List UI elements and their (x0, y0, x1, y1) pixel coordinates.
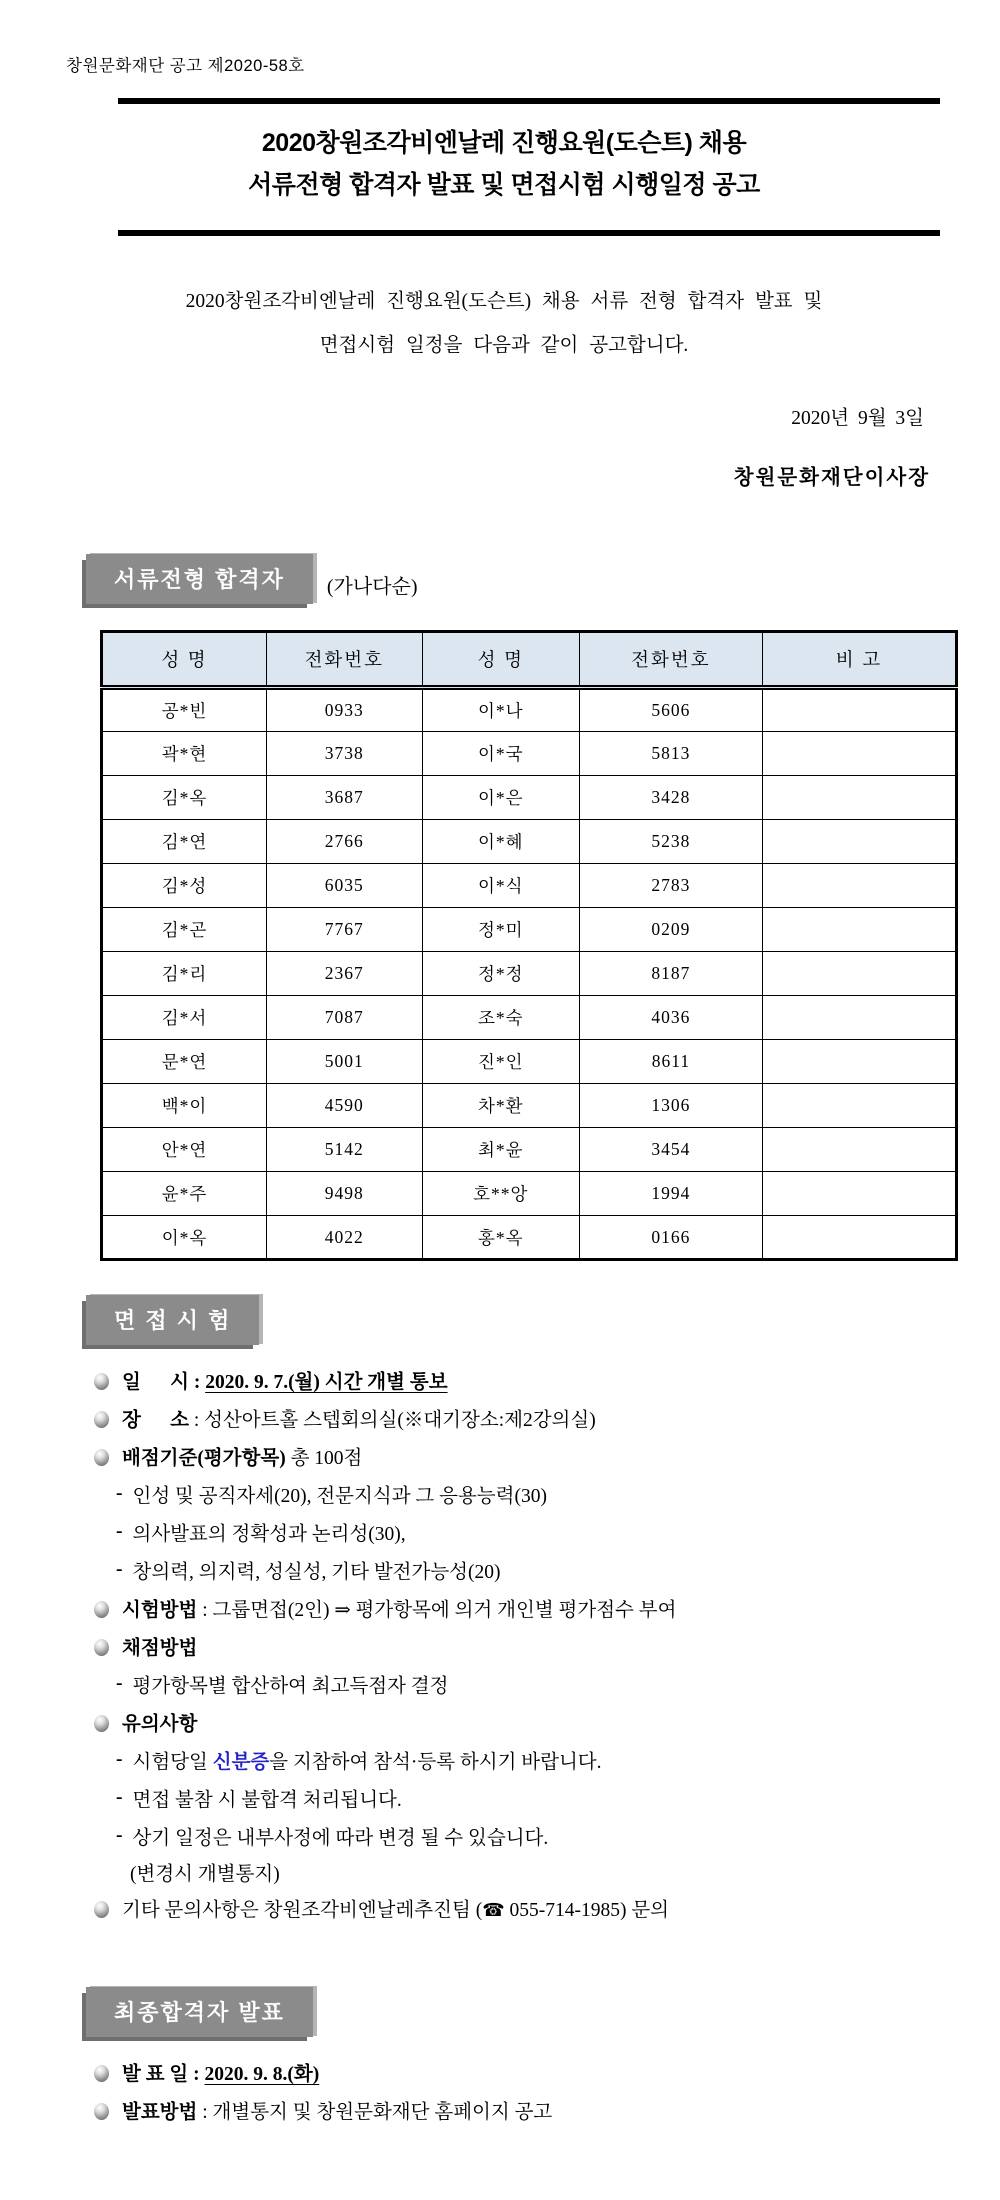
table-cell: 0166 (579, 1216, 762, 1260)
dash-bullet: - (116, 1749, 123, 1770)
table-cell (762, 1172, 956, 1216)
text-part: 장 소 (122, 1410, 189, 1431)
bullet-text (133, 1480, 547, 1508)
bullet-text (130, 1858, 280, 1886)
table-row (102, 1216, 957, 1260)
bullet-item (94, 1703, 942, 1741)
document-title (66, 122, 942, 206)
text-part: : 그룹면접(2인) ⇒ 평가항목에 의거 개인별 평가점수 부여 (197, 1600, 677, 1621)
table-cell: 3738 (267, 732, 423, 776)
bullet-text (122, 1708, 197, 1736)
sub-item (94, 1665, 942, 1703)
table-row (102, 952, 957, 996)
dash-bullet: - (116, 1673, 123, 1694)
table-cell: 3687 (267, 776, 423, 820)
pass-table-header-row (102, 632, 957, 688)
table-cell: 4036 (579, 996, 762, 1040)
table-cell: 이*나 (422, 688, 579, 732)
bullet-sphere-icon (94, 1639, 109, 1656)
table-cell: 공*빈 (102, 688, 267, 732)
table-header-cell: 성 명 (102, 632, 267, 688)
text-part: 일 시 (122, 1372, 189, 1393)
table-cell: 김*곤 (102, 908, 267, 952)
table-cell (762, 732, 956, 776)
table-cell: 7767 (267, 908, 423, 952)
bullet-sphere-icon (94, 1715, 109, 1732)
table-cell: 0209 (579, 908, 762, 952)
text-part: 시험방법 (122, 1600, 198, 1621)
intro-line-1: 2020창원조각비엔날레 진행요원(도슨트) 채용 서류 전형 합격자 발표 및 (185, 291, 823, 312)
text-part: : 개별통지 및 창원문화재단 홈페이지 공고 (197, 2102, 553, 2123)
bullet-text (122, 2096, 552, 2124)
text-part: 발 표 일 (122, 2064, 189, 2085)
table-header-cell: 성 명 (422, 632, 579, 688)
bullet-text (133, 1784, 402, 1812)
intro-paragraph (66, 280, 942, 368)
final-items (66, 2053, 942, 2129)
table-cell (762, 996, 956, 1040)
table-cell: 5001 (267, 1040, 423, 1084)
table-row (102, 908, 957, 952)
table-cell (762, 864, 956, 908)
table-cell (762, 688, 956, 732)
text-part: 2020. 9. 7.(월) 시간 개별 통보 (205, 1372, 448, 1393)
table-cell: 2783 (579, 864, 762, 908)
announcement-date: 2020년 9월 3일 (791, 408, 924, 429)
bullet-text (122, 1632, 197, 1660)
table-row (102, 776, 957, 820)
text-part: 시험당일 (132, 1752, 213, 1773)
table-cell: 차*환 (422, 1084, 579, 1128)
bullet-text (133, 1670, 449, 1698)
bullet-item (94, 1361, 942, 1399)
dash-bullet: - (116, 1825, 123, 1846)
text-part: 평가항목별 합산하여 최고득점자 결정 (132, 1676, 449, 1697)
table-cell: 홍*옥 (422, 1216, 579, 1260)
bullet-item (94, 1889, 942, 1927)
table-header-cell: 전화번호 (579, 632, 762, 688)
table-row (102, 1172, 957, 1216)
table-cell: 김*서 (102, 996, 267, 1040)
table-cell: 이*옥 (102, 1216, 267, 1260)
double-rule-top (118, 98, 940, 104)
pass-table-body (102, 688, 957, 1260)
bullet-item (94, 2053, 942, 2091)
text-part: : (188, 1372, 206, 1393)
table-cell: 진*인 (422, 1040, 579, 1084)
table-cell: 최*윤 (422, 1128, 579, 1172)
table-cell: 4022 (267, 1216, 423, 1260)
text-part: 2020. 9. 8.(화) (204, 2064, 320, 2085)
table-cell: 1994 (579, 1172, 762, 1216)
table-cell (762, 1040, 956, 1084)
table-cell: 이*은 (422, 776, 579, 820)
table-cell: 5142 (267, 1128, 423, 1172)
table-cell: 안*연 (102, 1128, 267, 1172)
bullet-text (122, 1894, 669, 1922)
bullet-text (122, 2058, 319, 2086)
sub-item (94, 1475, 942, 1513)
bullet-text (122, 1594, 676, 1622)
bullet-sphere-icon (94, 2065, 109, 2082)
text-part: 면접 불참 시 불합격 처리됩니다. (132, 1790, 402, 1811)
table-row (102, 996, 957, 1040)
table-cell: 5238 (579, 820, 762, 864)
table-cell: 7087 (267, 996, 423, 1040)
text-part: 배점기준(평가항목) (122, 1448, 286, 1469)
section-header-interview: 면 접 시 험 (86, 1295, 259, 1345)
table-header-cell: 비 고 (762, 632, 956, 688)
text-part: 055-714-1985) 문의 (504, 1900, 670, 1921)
table-cell: 문*연 (102, 1040, 267, 1084)
bullet-item (94, 1627, 942, 1665)
text-part: 채점방법 (122, 1638, 198, 1659)
table-cell: 정*정 (422, 952, 579, 996)
text-part: (변경시 개별통지) (130, 1864, 280, 1885)
text-part: : (188, 2064, 205, 2085)
bullet-text (133, 1518, 406, 1546)
sub-item (94, 1551, 942, 1589)
table-cell: 8187 (579, 952, 762, 996)
table-cell (762, 820, 956, 864)
bullet-item (94, 1589, 942, 1627)
text-part: 을 지참하여 참석·등록 하시기 바랍니다. (269, 1752, 602, 1773)
table-row (102, 732, 957, 776)
table-row (102, 688, 957, 732)
bullet-sphere-icon (94, 1901, 109, 1918)
note-item (94, 1855, 942, 1889)
text-part: 창의력, 의지력, 성실성, 기타 발전가능성(20) (132, 1562, 501, 1583)
bullet-sphere-icon (94, 1373, 109, 1390)
table-cell (762, 1128, 956, 1172)
table-cell: 김*연 (102, 820, 267, 864)
table-cell (762, 776, 956, 820)
table-cell: 2766 (267, 820, 423, 864)
text-part: 총 100점 (285, 1448, 363, 1469)
text-part: 유의사항 (122, 1714, 198, 1735)
table-cell: 이*혜 (422, 820, 579, 864)
bullet-sphere-icon (94, 1601, 109, 1618)
table-cell: 이*국 (422, 732, 579, 776)
table-cell: 백*이 (102, 1084, 267, 1128)
bullet-sphere-icon (94, 1411, 109, 1428)
section-header-pass-list: 서류전형 합격자 (86, 554, 313, 604)
table-row (102, 820, 957, 864)
bullet-text (133, 1746, 602, 1774)
title-line-1: 2020창원조각비엔날레 진행요원(도슨트) 채용 (261, 129, 747, 157)
table-cell: 김*옥 (102, 776, 267, 820)
table-cell: 1306 (579, 1084, 762, 1128)
bullet-text (122, 1366, 448, 1394)
table-cell (762, 952, 956, 996)
text-part: 인성 및 공직자세(20), 전문지식과 그 응용능력(30) (132, 1486, 547, 1507)
text-part: 발표방법 (122, 2102, 198, 2123)
double-rule-bottom (118, 230, 940, 236)
table-cell: 5606 (579, 688, 762, 732)
notice-number: 창원문화재단 공고 제2020-58호 (66, 57, 305, 75)
bullet-item (94, 1437, 942, 1475)
table-cell: 정*미 (422, 908, 579, 952)
order-note: (가나다순) (326, 576, 418, 598)
table-cell: 6035 (267, 864, 423, 908)
table-cell: 3428 (579, 776, 762, 820)
bullet-text (133, 1822, 549, 1850)
table-cell: 5813 (579, 732, 762, 776)
title-line-2: 서류전형 합격자 발표 및 면접시험 시행일정 공고 (248, 171, 760, 199)
intro-line-2: 면접시험 일정을 다음과 같이 공고합니다. (319, 335, 689, 356)
table-row (102, 1040, 957, 1084)
table-cell: 3454 (579, 1128, 762, 1172)
bullet-text (133, 1556, 501, 1584)
text-part: 기타 문의사항은 창원조각비엔날레추진팀 ( (122, 1900, 483, 1921)
table-cell: 8611 (579, 1040, 762, 1084)
bullet-sphere-icon (94, 2103, 109, 2120)
text-part: 신분증 (212, 1752, 270, 1773)
table-cell: 0933 (267, 688, 423, 732)
bullet-item (94, 2091, 942, 2129)
text-part: 의사발표의 정확성과 논리성(30), (132, 1524, 406, 1545)
table-cell (762, 1084, 956, 1128)
table-cell (762, 908, 956, 952)
table-cell: 윤*주 (102, 1172, 267, 1216)
pass-list-table (100, 630, 958, 1261)
bullet-item (94, 1399, 942, 1437)
table-cell: 곽*현 (102, 732, 267, 776)
table-row (102, 864, 957, 908)
table-cell: 호**앙 (422, 1172, 579, 1216)
signature: 창원문화재단이사장 (733, 467, 930, 489)
bullet-text (122, 1442, 362, 1470)
table-row (102, 1084, 957, 1128)
table-cell: 4590 (267, 1084, 423, 1128)
table-cell: 조*숙 (422, 996, 579, 1040)
dash-bullet: - (116, 1559, 123, 1580)
sub-item (94, 1741, 942, 1779)
interview-items (66, 1361, 942, 1927)
section-header-final: 최종합격자 발표 (86, 1987, 313, 2037)
table-row (102, 1128, 957, 1172)
text-part: : 성산아트홀 스텝회의실(※대기장소:제2강의실) (188, 1410, 596, 1431)
table-cell: 2367 (267, 952, 423, 996)
table-cell: 김*성 (102, 864, 267, 908)
sub-item (94, 1513, 942, 1551)
phone-icon: ☎ (482, 1900, 505, 1921)
dash-bullet: - (116, 1521, 123, 1542)
bullet-sphere-icon (94, 1449, 109, 1466)
bullet-text (122, 1404, 596, 1432)
text-part: 상기 일정은 내부사정에 따라 변경 될 수 있습니다. (132, 1828, 549, 1849)
table-cell: 이*식 (422, 864, 579, 908)
table-cell (762, 1216, 956, 1260)
table-cell: 9498 (267, 1172, 423, 1216)
dash-bullet: - (116, 1483, 123, 1504)
table-cell: 김*리 (102, 952, 267, 996)
dash-bullet: - (116, 1787, 123, 1808)
table-header-cell: 전화번호 (267, 632, 423, 688)
sub-item (94, 1817, 942, 1855)
sub-item (94, 1779, 942, 1817)
